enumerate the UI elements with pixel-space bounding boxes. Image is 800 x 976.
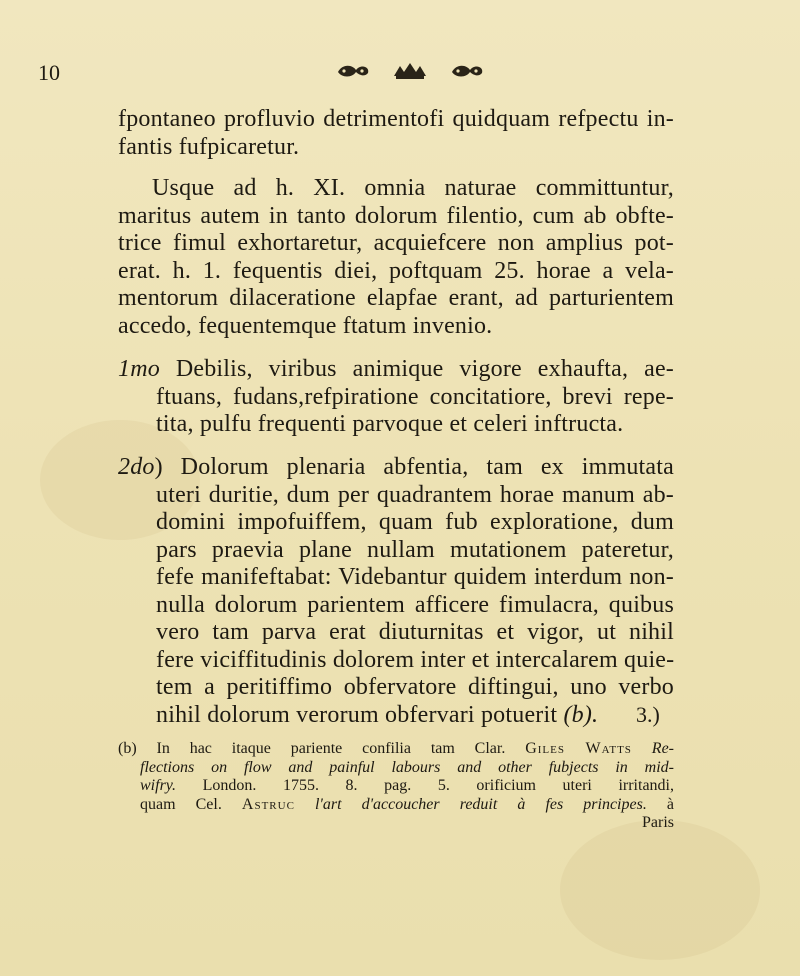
text-line xyxy=(118,702,674,730)
text-run: à xyxy=(646,795,674,813)
text-line: nulla dolorum parientem afficere fimulacra, quibus xyxy=(156,591,674,618)
paragraph-1 xyxy=(118,106,674,161)
footnote-line: Paris xyxy=(642,814,674,831)
paragraph-4 xyxy=(118,454,674,729)
text-line: uteri duritie, dum per quadrantem horae manum ab- xyxy=(156,481,674,508)
text-line xyxy=(118,454,674,482)
text-run: wifry. xyxy=(140,777,177,794)
text-line: accedo, fequentemque ftatum invenio. xyxy=(118,312,493,339)
text-run: Debilis, viribus animique vigore exhaufta, ae- xyxy=(159,356,674,382)
list-marker: 1mo xyxy=(118,356,160,382)
text-run: ) Dolorum plenaria abfentia, tam ex immutata xyxy=(154,454,674,480)
footnote-ref: (b). xyxy=(563,701,599,728)
author-name: Giles Watts xyxy=(525,740,632,757)
text-line: tita, pulfu frequenti parvoque et celeri inftructa. xyxy=(156,411,624,437)
text-run: nihil dolorum verorum obfervari potuerit xyxy=(156,701,558,728)
footnote-line xyxy=(118,796,674,815)
text-line: fpontaneo profluvio detrimentofi quidquam refpectu in- xyxy=(118,106,674,132)
text-run: quam Cel. xyxy=(140,795,242,813)
paragraph-2 xyxy=(118,175,674,340)
paper-stain xyxy=(560,820,760,960)
page-number: 10 xyxy=(38,60,60,85)
header-ornament-icon xyxy=(330,60,490,82)
footnote-marker: (b) xyxy=(118,740,137,757)
text-line: ftuans, fudans,refpiratione concitatiore, brevi repe- xyxy=(156,383,674,410)
text-line: fere viciffitudinis dolorem inter et intercalarem quie- xyxy=(156,646,675,673)
text-run: Re- xyxy=(631,740,674,757)
text-line: erat. h. 1. fequentis diei, poftquam 25. horae a vela- xyxy=(118,257,674,284)
text-line: tem a peritiffimo obfervatore diftingui, uno verbo xyxy=(156,674,674,700)
footnote-line xyxy=(118,740,674,759)
catchword: 3.) xyxy=(636,702,660,727)
text-line: vero tam parva erat diuturnitas et vigor, ut nihil xyxy=(156,619,674,645)
footnote-line xyxy=(118,777,674,796)
paragraph-3 xyxy=(118,356,674,439)
text-line: fantis fufpicaretur. xyxy=(118,133,300,160)
text-run: In hac itaque pariente confilia tam Clar. xyxy=(136,740,526,757)
footnote xyxy=(118,740,674,833)
text-line: Usque ad h. XI. omnia naturae committuntur, xyxy=(152,175,674,201)
text-line: domini impofuiffem, quam fub exploratione, dum xyxy=(156,509,674,535)
author-name: Astruc xyxy=(241,795,295,813)
text-line: pars praevia plane nullam mutationem pateretur, xyxy=(156,536,674,563)
text-line: maritus autem in tanto dolorum filentio, cum ab obfte- xyxy=(118,202,674,229)
text-line: trice fimul exhortaretur, acquiefcere non amplius pot- xyxy=(118,230,674,256)
footnote-line: flections on flow and painful labours and other fubjects in mid- xyxy=(140,758,674,776)
text-line xyxy=(118,356,674,384)
text-run: l'art d'accoucher reduit à fes principes. xyxy=(294,795,647,813)
text-run: London. 1755. 8. pag. 5. orificium uteri irritandi, xyxy=(176,777,674,794)
list-marker: 2do xyxy=(118,454,155,480)
text-line: mentorum dilaceratione elapfae erant, ad parturientem xyxy=(118,285,674,311)
text-line: fefe manifeftabat: Videbantur quidem interdum non- xyxy=(156,564,674,590)
